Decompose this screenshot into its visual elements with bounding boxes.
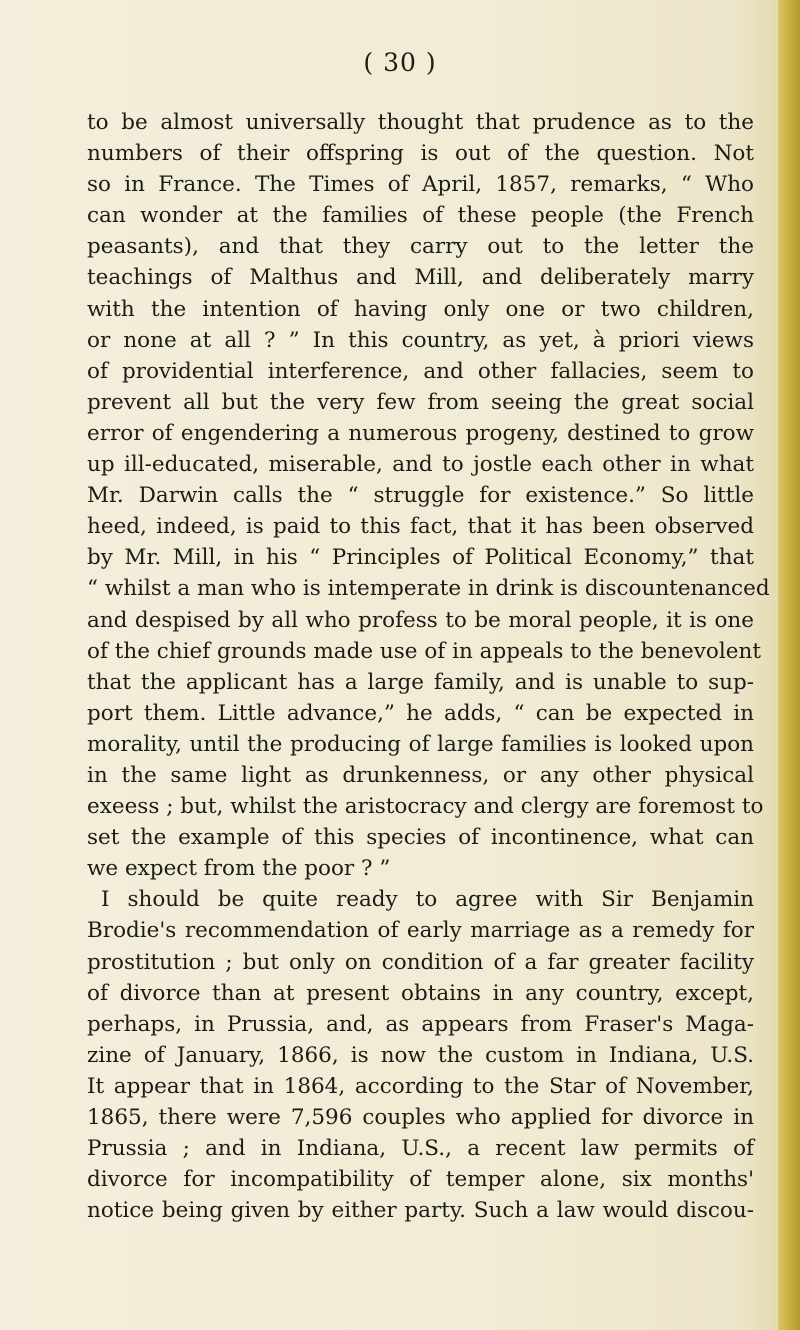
text-line: numbers of their offspring is out of the question. Not xyxy=(87,141,754,167)
text-line: Prussia ; and in Indiana, U.S., a recent law permits of xyxy=(87,1136,754,1162)
text-line: so in France. The Times of April, 1857, remarks, “ Who xyxy=(87,172,754,198)
text-line: with the intention of having only one or two children, xyxy=(87,296,754,322)
text-line: It appear that in 1864, according to the Star of November, xyxy=(87,1073,754,1099)
page-edge-strip xyxy=(778,0,800,1330)
text-line: Mr. Darwin calls the “ struggle for existence.” So little xyxy=(87,483,754,509)
text-line: by Mr. Mill, in his “ Principles of Political Economy,” that xyxy=(87,545,754,571)
text-line: or none at all ? ” In this country, as yet, à priori views xyxy=(87,327,754,353)
text-line: of providential interference, and other fallacies, seem to xyxy=(87,358,754,384)
text-line: up ill-educated, miserable, and to jostle each other in what xyxy=(87,452,754,478)
text-line: “ whilst a man who is intemperate in drink is discountenanced xyxy=(87,576,770,602)
text-line: zine of January, 1866, is now the custom in Indiana, U.S. xyxy=(87,1042,754,1068)
text-line: Brodie's recommendation of early marriage as a remedy for xyxy=(87,918,754,944)
text-line: prevent all but the very few from seeing the great social xyxy=(87,389,754,415)
text-line: in the same light as drunkenness, or any other physical xyxy=(87,762,754,788)
text-line: peasants), and that they carry out to the letter the xyxy=(87,234,754,260)
text-line: of the chief grounds made use of in appeals to the benevolent xyxy=(87,638,761,664)
text-line: 1865, there were 7,596 couples who applied for divorce in xyxy=(87,1105,754,1130)
text-line: notice being given by either party. Such a law would discou- xyxy=(87,1198,754,1224)
text-line: exeess ; but, whilst the aristocracy and clergy are foremost to xyxy=(87,794,764,820)
text-line: prostitution ; but only on condition of a far greater facility xyxy=(87,949,754,975)
paragraph-start-line: I should be quite ready to agree with Sir Benjamin xyxy=(101,887,754,913)
text-line: error of engendering a numerous progeny, destined to grow xyxy=(87,420,754,446)
text-line: morality, until the producing of large families is looked upon xyxy=(87,731,754,757)
text-line: to be almost universally thought that prudence as to the xyxy=(87,110,754,135)
text-line: port them. Little advance,” he adds, “ can be expected in xyxy=(87,700,754,726)
paragraph-end-line: we expect from the poor ? ” xyxy=(87,856,391,882)
page-number: ( 30 ) xyxy=(363,48,437,77)
text-line: of divorce than at present obtains in any country, except, xyxy=(87,980,754,1006)
text-line: that the applicant has a large family, and is unable to sup- xyxy=(87,669,754,695)
text-line: set the example of this species of incontinence, what can xyxy=(87,825,754,851)
text-line: divorce for incompatibility of temper alone, six months' xyxy=(87,1167,754,1193)
text-line: can wonder at the families of these people (the French xyxy=(87,203,754,229)
body-text xyxy=(87,107,770,1226)
text-line: and despised by all who profess to be moral people, it is one xyxy=(87,607,754,633)
text-line: heed, indeed, is paid to this fact, that it has been observed xyxy=(87,514,754,540)
text-line: teachings of Malthus and Mill, and deliberately marry xyxy=(87,265,754,291)
text-line: perhaps, in Prussia, and, as appears from Fraser's Maga- xyxy=(87,1011,754,1037)
